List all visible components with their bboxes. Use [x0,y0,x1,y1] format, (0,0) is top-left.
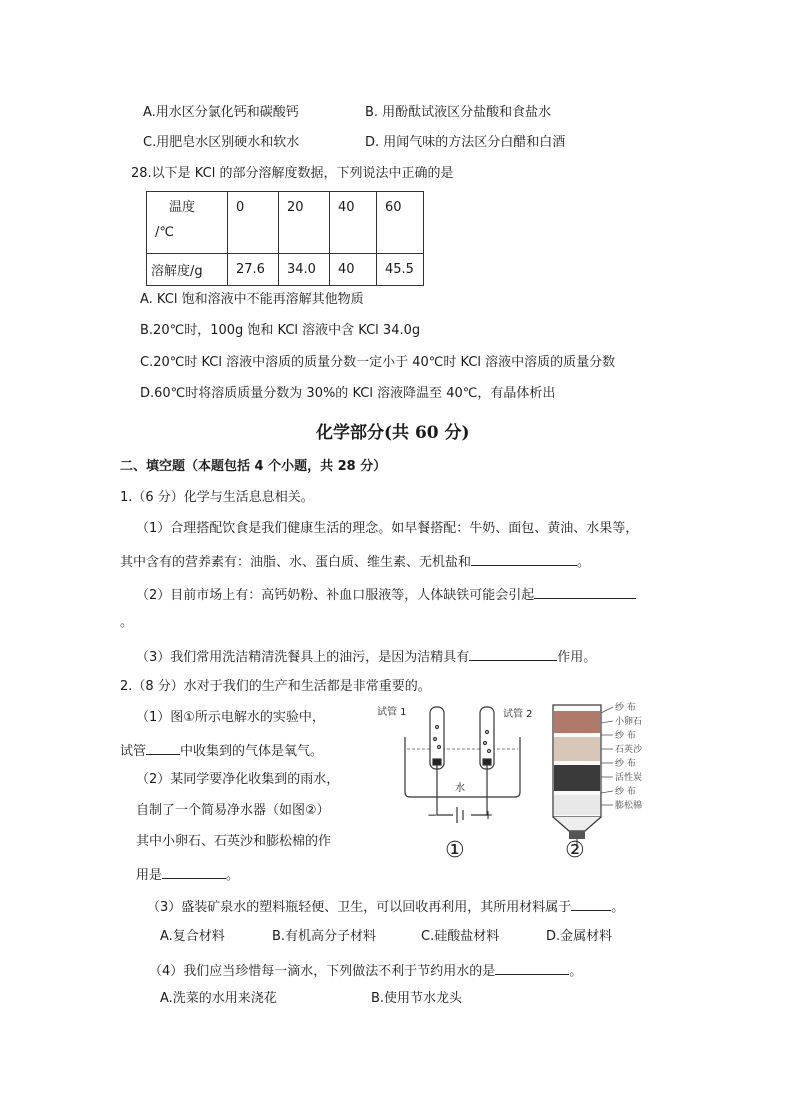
q1-part2: （2）目前市场上有：高钙奶粉、补血口服液等，人体缺铁可能会引起 [136,584,636,605]
q27-option-a: A.用水区分氯化钙和碳酸钙 [143,105,299,120]
answer-blank[interactable] [571,896,611,911]
answer-blank[interactable] [534,584,636,599]
q1-part2-end: 。 [120,615,134,630]
table-cell-temp: 20 [279,192,330,254]
tube2-label: 试管 2 [503,709,533,720]
filter-layer-label: 膨松棉 [615,801,643,811]
filter-layer-label: 纱 布 [615,787,636,797]
filter-layer-label: 小卵石 [615,717,643,727]
q27-option-c: C.用肥皂水区别硬水和软水 [143,135,300,150]
q28-option-b: B.20℃时，100g 饱和 KCl 溶液中含 KCl 34.0g [140,323,421,338]
table-cell-temp: 0 [228,192,279,254]
filter-layer-label: 石英沙 [615,745,643,755]
q2-part3-option-c: C.硅酸盐材料 [421,929,500,944]
filter-layer-label: 纱 布 [615,731,636,741]
q2-part4: （4）我们应当珍惜每一滴水，下列做法不利于节约用水的是 。 [149,960,582,981]
answer-blank[interactable] [495,960,569,975]
table-header-temperature: 温度 /℃ [147,192,228,254]
q2-part4-option-a: A.洗菜的水用来浇花 [160,991,277,1006]
section-title: 化学部分(共 60 分) [316,423,470,443]
filter-layer-label: 纱 布 [615,703,636,713]
part2-heading: 二、填空题（本题包括 4 个小题，共 28 分） [120,459,387,474]
water-filter [553,705,613,847]
q2-part2-line2: 自制了一个简易净水器（如图②） [136,803,330,818]
filter-layer-label: 纱 布 [615,759,636,769]
tube1-label: 试管 1 [377,707,407,718]
answer-blank[interactable] [469,646,557,661]
figure-svg [375,697,645,867]
figure-1-number: ① [445,838,465,863]
plus-sign: + [483,808,494,822]
electrolysis-apparatus [405,707,520,823]
q28-option-d: D.60℃时将溶质质量分数为 30%的 KCl 溶液降温至 40℃，有晶体析出 [140,386,556,401]
q2-part3: （3）盛装矿泉水的塑料瓶轻便、卫生，可以回收再利用，其所用材料属于 。 [147,896,624,917]
table-cell-solubility: 40 [330,254,377,286]
table-cell-temp: 40 [330,192,377,254]
minus-sign: − [427,808,438,822]
q2-part3-option-b: B.有机高分子材料 [272,929,377,944]
q2-part4-option-b: B.使用节水龙头 [371,991,463,1006]
table-cell-solubility: 27.6 [228,254,279,286]
q1-part1-line1: （1）合理搭配饮食是我们健康生活的理念。如早餐搭配：牛奶、面包、黄油、水果等， [136,521,639,536]
q28-stem: 28.以下是 KCl 的部分溶解度数据，下列说法中正确的是 [131,166,454,181]
q1-stem: 1.（6 分）化学与生活息息相关。 [120,490,314,505]
q2-part3-option-a: A.复合材料 [160,929,225,944]
answer-blank[interactable] [162,864,226,879]
water-label: 水 [455,783,465,794]
q2-part2-line1: （2）某同学要净化收集到的雨水， [136,772,340,787]
q27-option-b: B. 用酚酞试液区分盐酸和食盐水 [365,105,552,120]
q2-part3-option-d: D.金属材料 [546,929,613,944]
q2-part1-line2: 试管 中收集到的气体是氧气。 [120,740,323,761]
q1-part3: （3）我们常用洗洁精清洗餐具上的油污，是因为洁精具有 作用。 [136,646,596,667]
table-cell-temp: 60 [377,192,424,254]
q27-option-d: D. 用闻气味的方法区分白醋和白酒 [365,135,566,150]
experiment-figure [375,697,645,867]
q28-option-c: C.20℃时 KCl 溶液中溶质的质量分数一定小于 40℃时 KCl 溶液中溶质的质量分数 [140,355,616,370]
answer-blank[interactable] [146,740,180,755]
table-cell-solubility: 45.5 [377,254,424,286]
answer-blank[interactable] [471,551,577,566]
q28-option-a: A. KCl 饱和溶液中不能再溶解其他物质 [140,292,364,307]
table-cell-solubility: 34.0 [279,254,330,286]
q1-part1-line2: 其中含有的营养素有：油脂、水、蛋白质、维生素、无机盐和 。 [120,551,590,572]
q2-part2-line4: 用是 。 [136,864,239,885]
q2-part1-line1: （1）图①所示电解水的实验中， [136,710,325,725]
q2-stem: 2.（8 分）水对于我们的生产和生活都是非常重要的。 [120,679,431,694]
figure-2-number: ② [565,838,585,863]
filter-layer-label: 活性炭 [615,773,643,783]
table-header-solubility: 溶解度/g [147,254,228,286]
solubility-table [146,191,424,286]
q2-part2-line3: 其中小卵石、石英沙和膨松棉的作 [136,834,332,849]
